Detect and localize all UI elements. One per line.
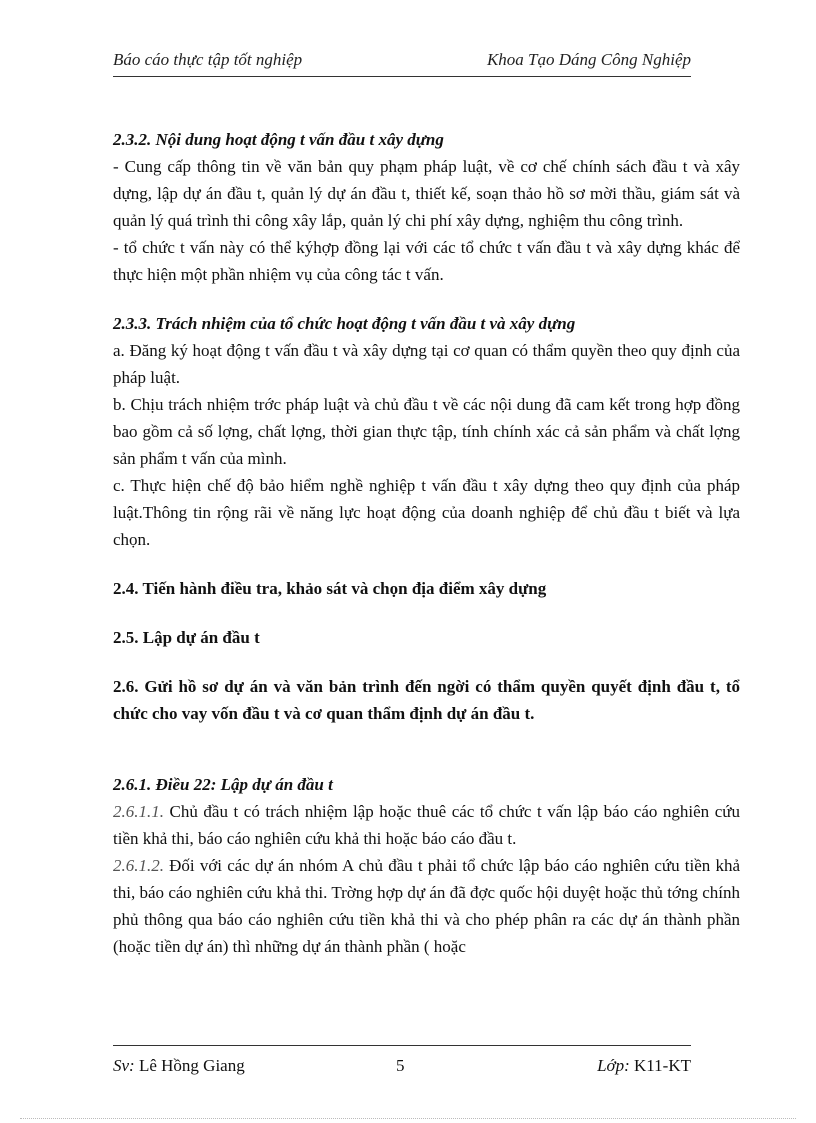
heading-2-6: 2.6. Gửi hồ sơ dự án và văn bản trình đến ngời có thẩm quyền quyết định đầu t, tổ chức cho vay vốn đầu t và cơ quan thẩm định dự án đầu t. bbox=[113, 677, 740, 723]
paragraph bbox=[113, 852, 740, 960]
page-edge-dotted-line bbox=[20, 1118, 796, 1119]
paragraph bbox=[113, 798, 740, 852]
heading-2-5: 2.5. Lập dự án đầu t bbox=[113, 628, 260, 647]
footer-student-name: Lê Hồng Giang bbox=[134, 1056, 245, 1075]
item-text: Đối với các dự án nhóm A chủ đầu t phải tổ chức lập báo cáo nghiên cứu tiền khả thi, báo cáo nghiên cứu khả thi. Trờng hợp dự án đã đợc quốc hội duyệt hoặc thủ tớng chính phủ thông qua báo cáo nghiên cứu tiền khả thi và cho phép phân ra các dự án thành phần (hoặc tiền dự án) thì những dự án thành phần ( hoặc bbox=[113, 856, 740, 956]
document-body bbox=[113, 126, 740, 960]
page-number: 5 bbox=[396, 1056, 405, 1075]
footer-student bbox=[113, 1056, 245, 1076]
footer-student-label: Sv: bbox=[113, 1056, 135, 1075]
footer-divider bbox=[113, 1045, 691, 1046]
item-number: 2.6.1.2. bbox=[113, 856, 164, 875]
header-left: Báo cáo thực tập tốt nghiệp bbox=[113, 50, 303, 69]
item-number: 2.6.1.1. bbox=[113, 802, 164, 821]
page-footer bbox=[113, 1056, 691, 1080]
page-header bbox=[113, 50, 691, 74]
heading-2-6-1: 2.6.1. Điều 22: Lập dự án đầu t bbox=[113, 775, 333, 794]
paragraph: - Cung cấp thông tin về văn bản quy phạm pháp luật, về cơ chế chính sách đầu t và xây dựng, lập dự án đầu t, quản lý dự án đầu t, thiết kế, soạn thảo hồ sơ mời thầu, giám sát và quản lý quá trình thi công xây lắp, quản lý chi phí xây dựng, nghiệm thu công trình. bbox=[113, 157, 740, 230]
heading-2-3-2: 2.3.2. Nội dung hoạt động t vấn đầu t xây dựng bbox=[113, 130, 444, 149]
footer-class-value: K11-KT bbox=[629, 1056, 691, 1075]
header-right: Khoa Tạo Dáng Công Nghiệp bbox=[486, 50, 691, 69]
item-text: Chủ đầu t có trách nhiệm lập hoặc thuê các tổ chức t vấn lập báo cáo nghiên cứu tiền khả thi, báo cáo nghiên cứu khả thi hoặc báo cáo đầu t. bbox=[113, 802, 740, 848]
paragraph: c. Thực hiện chế độ bảo hiểm nghề nghiệp t vấn đầu t xây dựng theo quy định của pháp luật.Thông tin rộng rãi về năng lực hoạt động của doanh nghiệp để chủ đầu t biết và lựa chọn. bbox=[113, 476, 740, 549]
paragraph: b. Chịu trách nhiệm trớc pháp luật và chủ đầu t về các nội dung đã cam kết trong hợp đồng bao gồm cả số lợng, chất lợng, thời gian thực tập, tính chính xác cả sản phẩm và chất lợng sản phẩm t vấn của mình. bbox=[113, 395, 740, 468]
footer-class-label: Lớp: bbox=[597, 1056, 630, 1075]
heading-2-3-3: 2.3.3. Trách nhiệm của tổ chức hoạt động t vấn đầu t và xây dựng bbox=[113, 314, 576, 333]
paragraph: a. Đăng ký hoạt động t vấn đầu t và xây dựng tại cơ quan có thẩm quyền theo quy định của pháp luật. bbox=[113, 341, 740, 387]
paragraph: - tổ chức t vấn này có thể kýhợp đồng lại với các tổ chức t vấn đầu t và xây dựng khác để thực hiện một phần nhiệm vụ của công tác t vấn. bbox=[113, 238, 740, 284]
header-divider bbox=[113, 76, 691, 77]
footer-class bbox=[597, 1056, 691, 1076]
heading-2-4: 2.4. Tiến hành điều tra, khảo sát và chọn địa điểm xây dựng bbox=[113, 579, 547, 598]
